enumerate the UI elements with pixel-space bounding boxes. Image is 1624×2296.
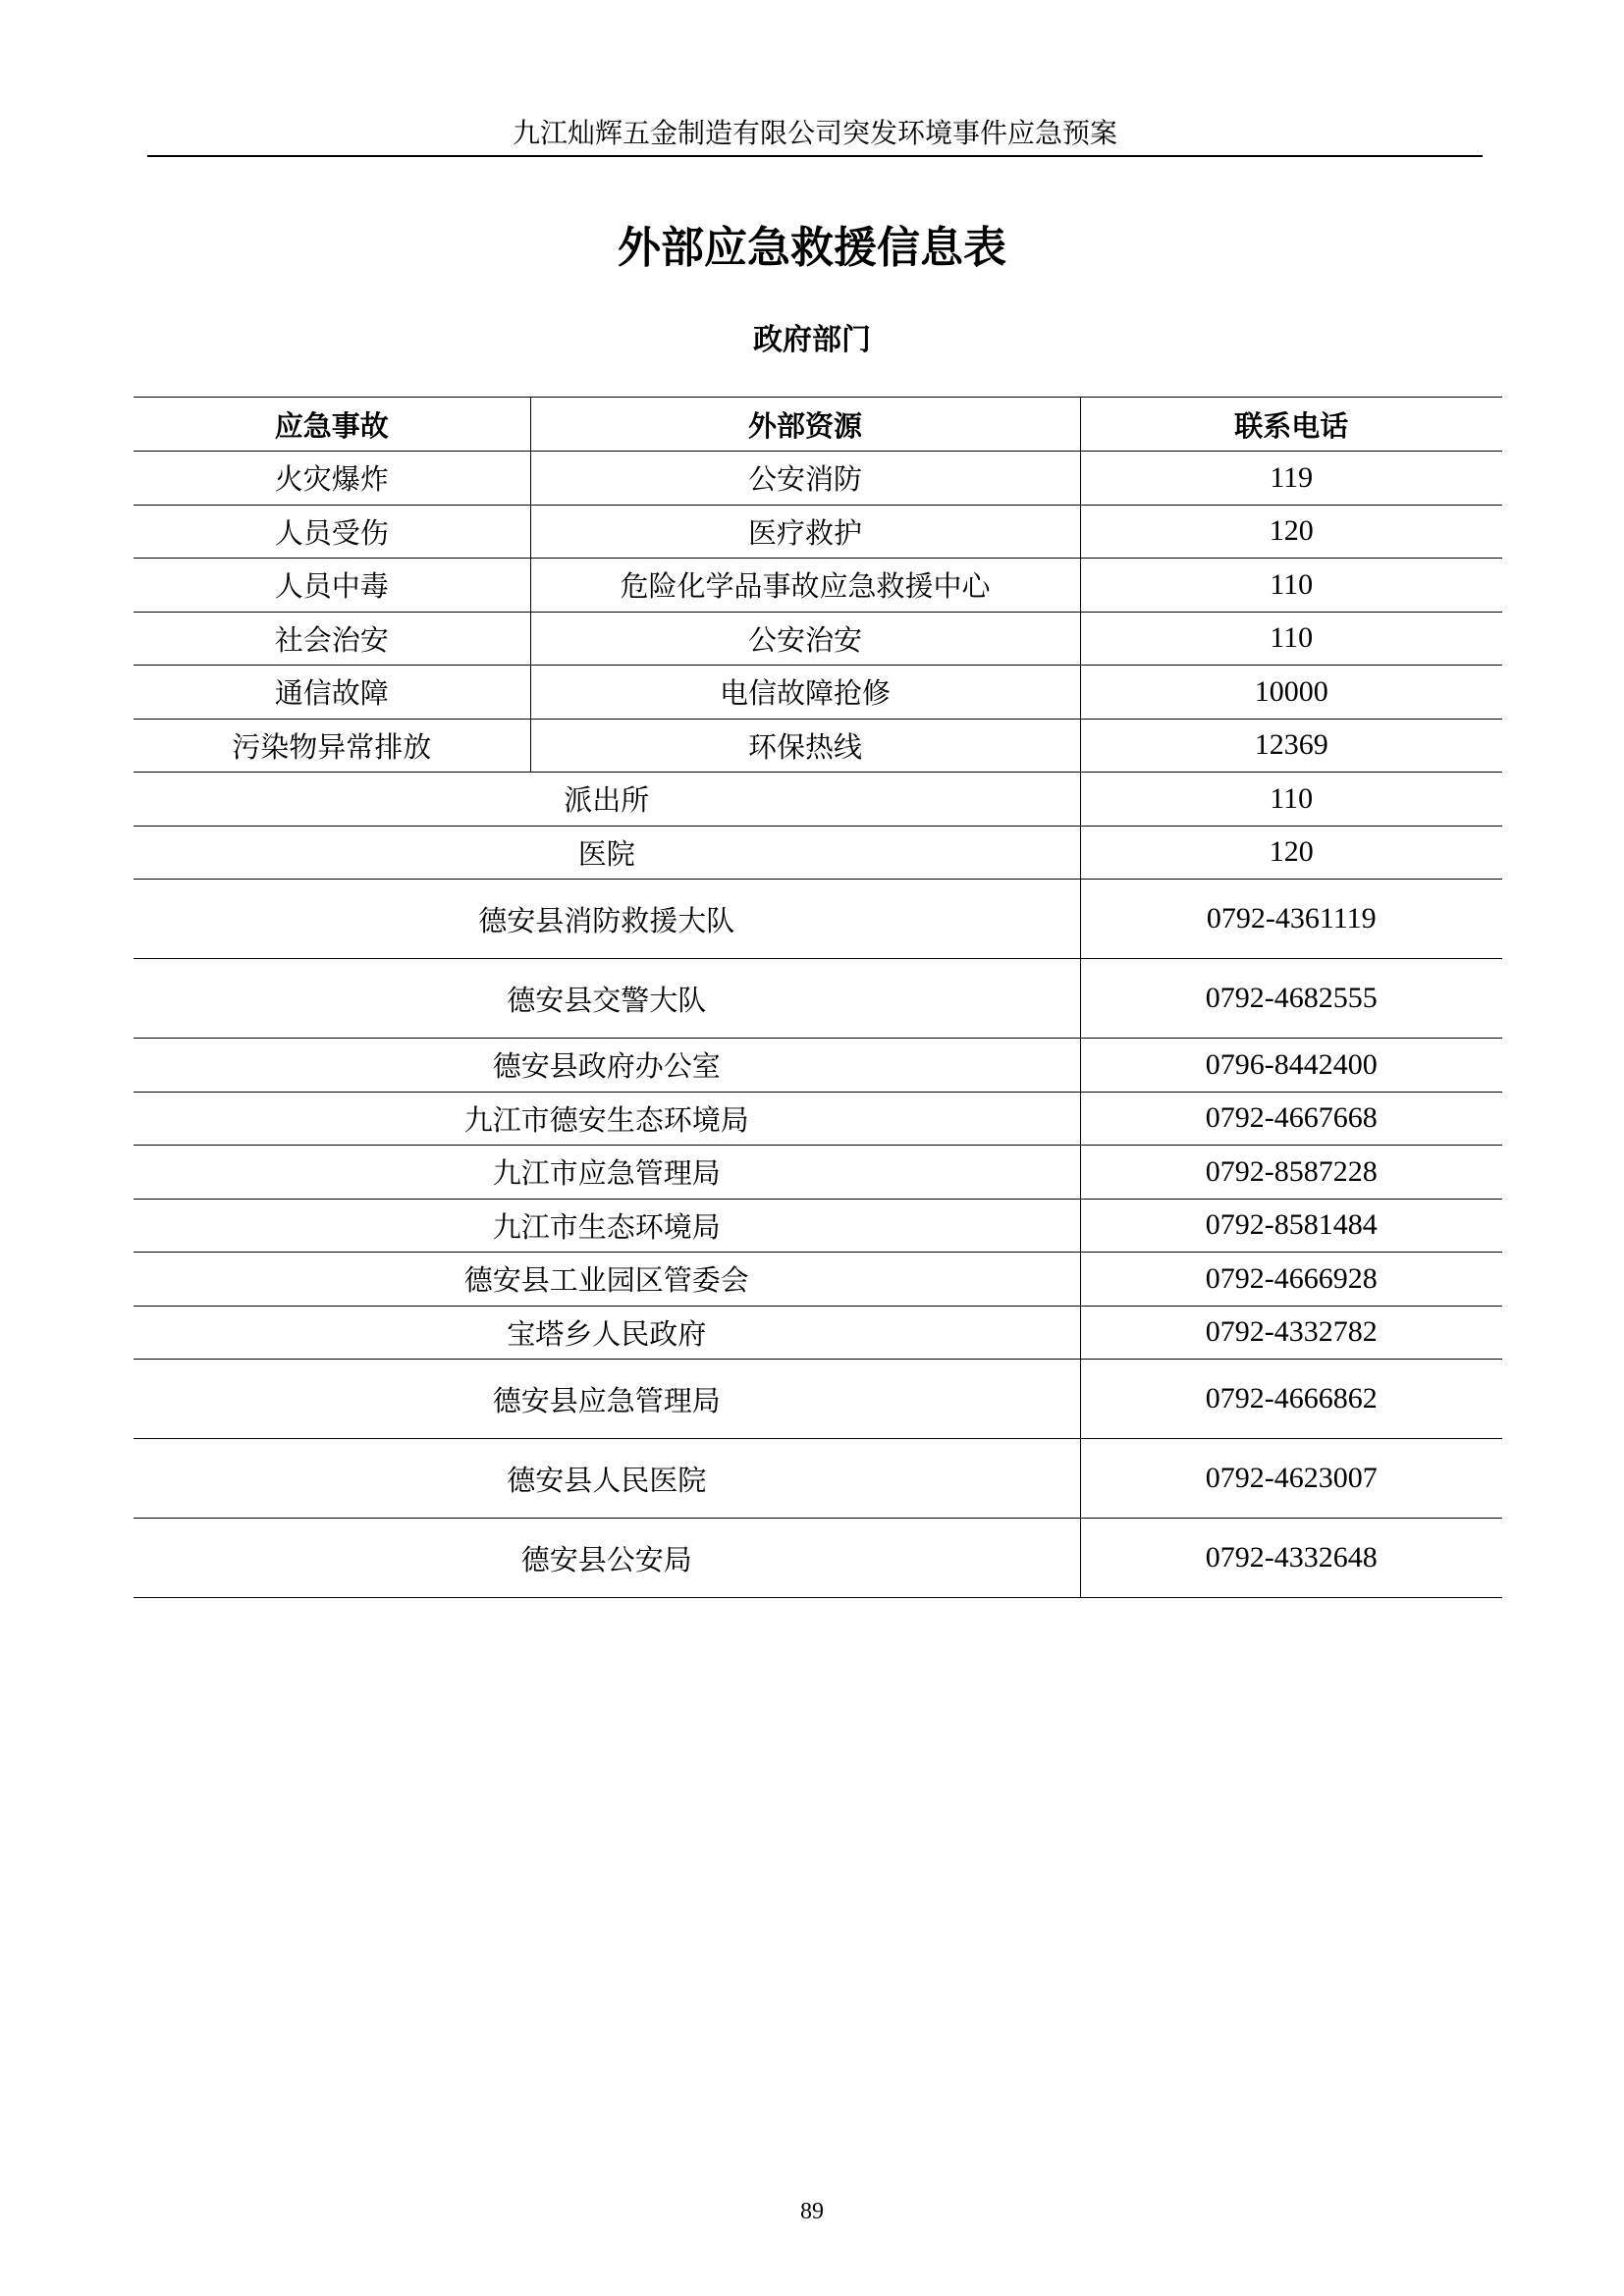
agency-name-cell: 九江市生态环境局 (134, 1199, 1080, 1253)
phone-cell: 0792-4361119 (1080, 880, 1502, 959)
column-header-resource: 外部资源 (530, 398, 1080, 452)
page-number: 89 (800, 2199, 824, 2224)
table-row (134, 773, 1502, 827)
phone-cell: 12369 (1080, 719, 1502, 773)
phone-cell: 0792-4332648 (1080, 1519, 1502, 1598)
phone-cell: 10000 (1080, 666, 1502, 720)
resource-cell: 危险化学品事故应急救援中心 (530, 559, 1080, 613)
table-body (134, 452, 1502, 1598)
table-row (134, 1306, 1502, 1360)
agency-name-cell: 宝塔乡人民政府 (134, 1306, 1080, 1360)
phone-cell: 0792-4682555 (1080, 959, 1502, 1039)
table-row (134, 559, 1502, 613)
agency-name-cell: 德安县公安局 (134, 1519, 1080, 1598)
agency-name-cell: 九江市应急管理局 (134, 1146, 1080, 1200)
table-row (134, 1092, 1502, 1146)
phone-cell: 0792-4666862 (1080, 1360, 1502, 1439)
table-row (134, 1360, 1502, 1439)
resource-cell: 环保热线 (530, 719, 1080, 773)
table-row (134, 505, 1502, 559)
table-row (134, 612, 1502, 666)
incident-cell: 火灾爆炸 (134, 452, 530, 506)
section-title: 政府部门 (753, 323, 871, 357)
running-header: 九江灿辉五金制造有限公司突发环境事件应急预案 (512, 117, 1117, 149)
table-row (134, 1199, 1502, 1253)
column-header-phone: 联系电话 (1080, 398, 1502, 452)
agency-name-cell: 德安县消防救援大队 (134, 880, 1080, 959)
phone-cell: 110 (1080, 559, 1502, 613)
incident-cell: 人员受伤 (134, 505, 530, 559)
table-row (134, 1519, 1502, 1598)
resource-cell: 医疗救护 (530, 505, 1080, 559)
incident-cell: 人员中毒 (134, 559, 530, 613)
phone-cell: 119 (1080, 452, 1502, 506)
agency-name-cell: 德安县应急管理局 (134, 1360, 1080, 1439)
table-row (134, 452, 1502, 506)
incident-cell: 污染物异常排放 (134, 719, 530, 773)
phone-cell: 110 (1080, 773, 1502, 827)
phone-cell: 0792-4623007 (1080, 1439, 1502, 1519)
table-row (134, 1439, 1502, 1519)
agency-name-cell: 医院 (134, 826, 1080, 880)
resource-cell: 电信故障抢修 (530, 666, 1080, 720)
phone-cell: 0792-4667668 (1080, 1092, 1502, 1146)
table-header-row (134, 398, 1502, 452)
table-row (134, 719, 1502, 773)
phone-cell: 0792-4332782 (1080, 1306, 1502, 1360)
phone-cell: 120 (1080, 505, 1502, 559)
phone-cell: 110 (1080, 612, 1502, 666)
table-row (134, 666, 1502, 720)
phone-cell: 0792-8587228 (1080, 1146, 1502, 1200)
phone-cell: 120 (1080, 826, 1502, 880)
table-row (134, 880, 1502, 959)
agency-name-cell: 九江市德安生态环境局 (134, 1092, 1080, 1146)
phone-cell: 0792-4666928 (1080, 1253, 1502, 1307)
table-row (134, 826, 1502, 880)
phone-cell: 0792-8581484 (1080, 1199, 1502, 1253)
table-row (134, 959, 1502, 1039)
incident-cell: 通信故障 (134, 666, 530, 720)
resource-cell: 公安消防 (530, 452, 1080, 506)
resource-cell: 公安治安 (530, 612, 1080, 666)
table-row (134, 1253, 1502, 1307)
incident-cell: 社会治安 (134, 612, 530, 666)
agency-name-cell: 德安县人民医院 (134, 1439, 1080, 1519)
agency-name-cell: 德安县工业园区管委会 (134, 1253, 1080, 1307)
emergency-contacts-table (134, 397, 1502, 1598)
phone-cell: 0796-8442400 (1080, 1039, 1502, 1093)
agency-name-cell: 派出所 (134, 773, 1080, 827)
table-row (134, 1146, 1502, 1200)
table-row (134, 1039, 1502, 1093)
agency-name-cell: 德安县交警大队 (134, 959, 1080, 1039)
header-rule (147, 155, 1483, 157)
agency-name-cell: 德安县政府办公室 (134, 1039, 1080, 1093)
document-title: 外部应急救援信息表 (618, 223, 1006, 273)
column-header-incident: 应急事故 (134, 398, 530, 452)
